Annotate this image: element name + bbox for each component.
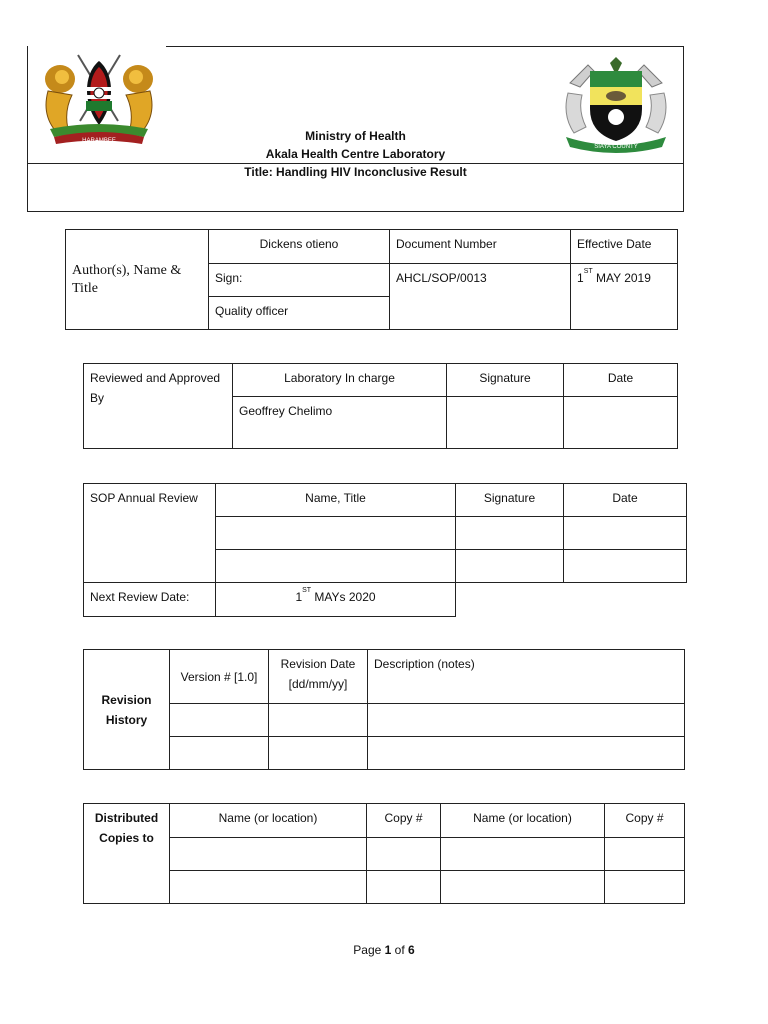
annual-review-label: SOP Annual Review (84, 484, 216, 583)
distribution-cell (367, 838, 441, 871)
revision-cell (170, 704, 269, 737)
revision-cell (368, 737, 685, 770)
document-header (27, 46, 684, 212)
approval-signature-cell (447, 397, 564, 449)
approval-label: Reviewed and Approved By (84, 364, 233, 449)
distribution-cell (441, 838, 605, 871)
left-emblem-motto: HARAMBEE (82, 138, 116, 144)
review-cell (564, 550, 687, 583)
approval-date-header: Date (564, 364, 678, 397)
distribution-cell (170, 871, 367, 904)
review-cell (456, 550, 564, 583)
distribution-cell (605, 838, 685, 871)
lab-name: Akala Health Centre Laboratory (265, 147, 446, 161)
lab-incharge-header: Laboratory In charge (233, 364, 447, 397)
approval-date-cell (564, 397, 678, 449)
review-cell (456, 517, 564, 550)
author-title: Quality officer (209, 297, 390, 330)
distribution-name-header-2: Name (or location) (441, 804, 605, 838)
review-date-header: Date (564, 484, 687, 517)
annual-review-table (83, 483, 687, 617)
review-signature-header: Signature (456, 484, 564, 517)
distribution-name-header-1: Name (or location) (170, 804, 367, 838)
review-name-header: Name, Title (216, 484, 456, 517)
review-cell (216, 517, 456, 550)
revision-date-header: Revision Date [dd/mm/yy] (269, 650, 368, 704)
review-cell (564, 517, 687, 550)
distribution-cell (441, 871, 605, 904)
sign-label: Sign: (209, 264, 390, 297)
distribution-label: Distributed Copies to (84, 804, 170, 904)
page-current: 1 (384, 943, 392, 957)
author-name: Dickens otieno (209, 230, 390, 264)
effective-date-header: Effective Date (571, 230, 678, 264)
page-total: 6 (408, 943, 415, 957)
distribution-cell (605, 871, 685, 904)
ministry-name: Ministry of Health (305, 129, 406, 143)
revision-cell (269, 704, 368, 737)
distribution-cell (170, 838, 367, 871)
document-number-value: AHCL/SOP/0013 (390, 264, 571, 330)
approval-signature-header: Signature (447, 364, 564, 397)
distribution-copy-header-2: Copy # (605, 804, 685, 838)
right-emblem-motto: SIAYA COUNTY (594, 144, 638, 150)
document-number-header: Document Number (390, 230, 571, 264)
review-cell (216, 550, 456, 583)
next-review-label: Next Review Date: (84, 583, 216, 617)
author-table (65, 229, 678, 330)
version-header: Version # [1.0] (170, 650, 269, 704)
revision-history-table (83, 649, 685, 770)
revision-cell (368, 704, 685, 737)
revision-history-label: Revision History (84, 650, 170, 770)
distribution-copy-header-1: Copy # (367, 804, 441, 838)
lab-incharge-name: Geoffrey Chelimo (233, 397, 447, 449)
description-header: Description (notes) (368, 650, 685, 704)
revision-cell (269, 737, 368, 770)
distribution-cell (367, 871, 441, 904)
document-title: Title: Handling HIV Inconclusive Result (244, 165, 467, 179)
distribution-table (83, 803, 685, 904)
approval-table (83, 363, 678, 449)
effective-date-value: 1ST MAY 2019 (571, 264, 678, 330)
next-review-date: 1ST MAYs 2020 (216, 583, 456, 617)
page-footer: Page 1 of 6 (353, 943, 415, 957)
author-row-label: Author(s), Name & Title (66, 230, 209, 330)
revision-cell (170, 737, 269, 770)
